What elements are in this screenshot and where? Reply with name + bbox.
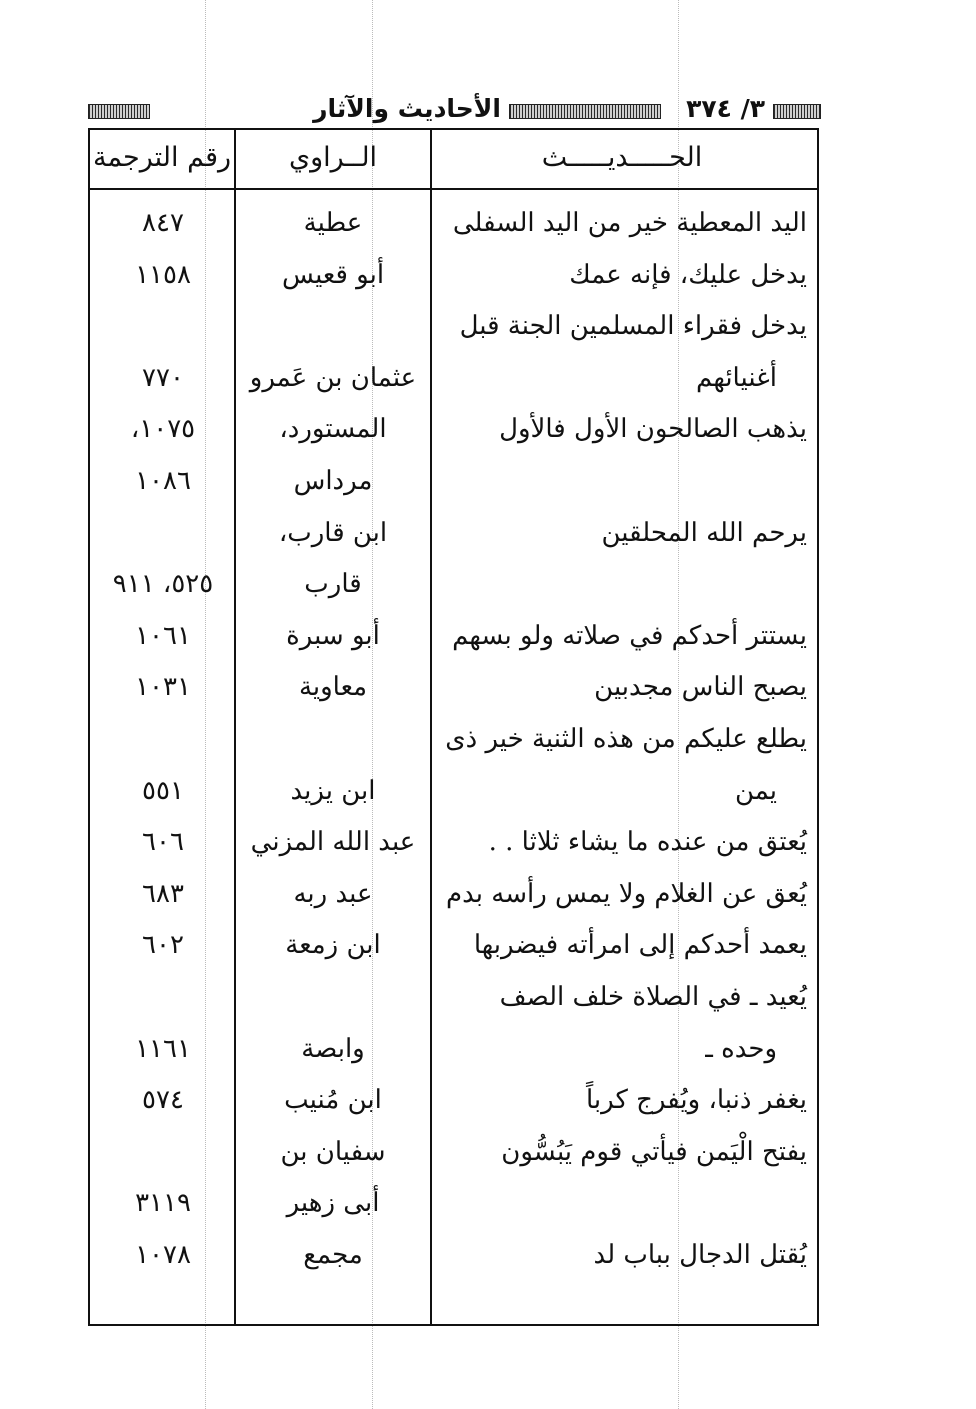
narrator-name: عطية <box>303 208 363 238</box>
narrator-name: المستورد، <box>279 414 387 444</box>
narrator-name: أبو سبرة <box>286 621 380 651</box>
bio-number: ٣١١٩ <box>135 1188 191 1218</box>
hadith-text: وحده ـ <box>705 1034 777 1064</box>
narrator-name: عبد ربه <box>293 879 373 909</box>
narrator-name: وابصة <box>301 1034 365 1064</box>
narrator-name: ابن قارب، <box>278 518 388 548</box>
page-reference: ٣/ ٣٧٤ <box>686 94 765 123</box>
bio-number: ١٠٦١ <box>135 621 191 651</box>
bio-number: ٥٢٥، ٩١١ <box>112 569 214 599</box>
hadith-text: يُعيد ـ في الصلاة خلف الصف <box>499 982 807 1012</box>
hadith-text: يعمد أحدكم إلى امرأته فيضربها <box>473 930 807 960</box>
hadith-text: يدخل فقراء المسلمين الجنة قبل <box>459 311 807 341</box>
narrator-name: عبد الله المزني <box>250 827 416 857</box>
header-bio-number: رقم الترجمة <box>92 142 232 173</box>
hadith-text: يفتح الْيَمن فيأتي قوم يَبُسُّون <box>501 1137 807 1167</box>
bio-number: ٦٠٢ <box>142 930 184 960</box>
narrator-name: معاوية <box>298 672 368 702</box>
narrator-name: أبى زهير <box>286 1188 380 1218</box>
narrator-name: عثمان بن عَمرو <box>249 363 417 393</box>
bio-number: ١٠٧٨ <box>135 1240 191 1270</box>
header-narrator: الــراوي <box>288 142 378 173</box>
narrator-name: سفيان بن <box>280 1137 386 1167</box>
narrator-name: ابن زمعة <box>285 930 381 960</box>
hadith-text: أغنيائهم <box>696 363 777 393</box>
hadith-text: يدخل عليك، فإنه عمك <box>569 260 807 290</box>
narrator-name: مرداس <box>293 466 373 496</box>
hadith-index-table <box>88 128 819 1326</box>
narrator-name: ابن مُنيب <box>284 1085 382 1115</box>
bio-number: ٧٧٠ <box>142 363 184 393</box>
running-head <box>88 94 821 123</box>
bio-number: ٥٧٤ <box>142 1085 184 1115</box>
bio-number: ١٠٣١ <box>135 672 191 702</box>
hadith-text: يغفر ذنبا، ويُفرج كرباً <box>586 1085 807 1115</box>
hadith-text: يُقتل الدجال بباب لد <box>593 1240 807 1270</box>
hadith-text: يذهب الصالحون الأول فالأول <box>499 414 807 444</box>
bio-number: ٦٠٦ <box>142 827 184 857</box>
hadith-text: يستتر أحدكم في صلاته ولو بسهم <box>452 621 807 651</box>
narrator-name: قارب <box>304 569 362 599</box>
bio-number: ٦٨٣ <box>142 879 184 909</box>
hadith-text: يصبح الناس مجدبين <box>594 672 807 702</box>
bio-number: ٥٥١ <box>142 776 184 806</box>
narrator-name: أبو قعيس <box>281 260 385 290</box>
ornament-bar <box>88 104 150 119</box>
hadith-text: يمن <box>734 776 777 806</box>
ornament-bar <box>509 104 661 119</box>
narrator-name: مجمع <box>303 1240 363 1270</box>
hadith-text: اليد المعطية خير من اليد السفلى <box>452 208 807 238</box>
hadith-text: يرحم الله المحلقين <box>601 518 807 548</box>
bio-number: ١١٦١ <box>135 1034 191 1064</box>
column-divider <box>234 130 236 1324</box>
column-divider <box>430 130 432 1324</box>
ornament-bar <box>773 104 821 119</box>
header-divider <box>90 188 817 190</box>
bio-number: ١١٥٨ <box>135 260 191 290</box>
bio-number: ٨٤٧ <box>142 208 184 238</box>
hadith-text: يُعتق من عنده ما يشاء ثلاثا . . <box>488 827 807 857</box>
hadith-text: يطلع عليكم من هذه الثنية خير ذى <box>445 724 807 754</box>
bio-number: ١٠٨٦ <box>135 466 191 496</box>
narrator-name: ابن يزيد <box>290 776 376 806</box>
book-title: الأحاديث والآثار <box>313 94 501 123</box>
hadith-text: يُعق عن الغلام ولا يمس رأسه بدم <box>446 879 807 909</box>
header-hadith: الحـــــديـــــث <box>541 142 703 173</box>
bio-number: ١٠٧٥، <box>130 414 196 444</box>
